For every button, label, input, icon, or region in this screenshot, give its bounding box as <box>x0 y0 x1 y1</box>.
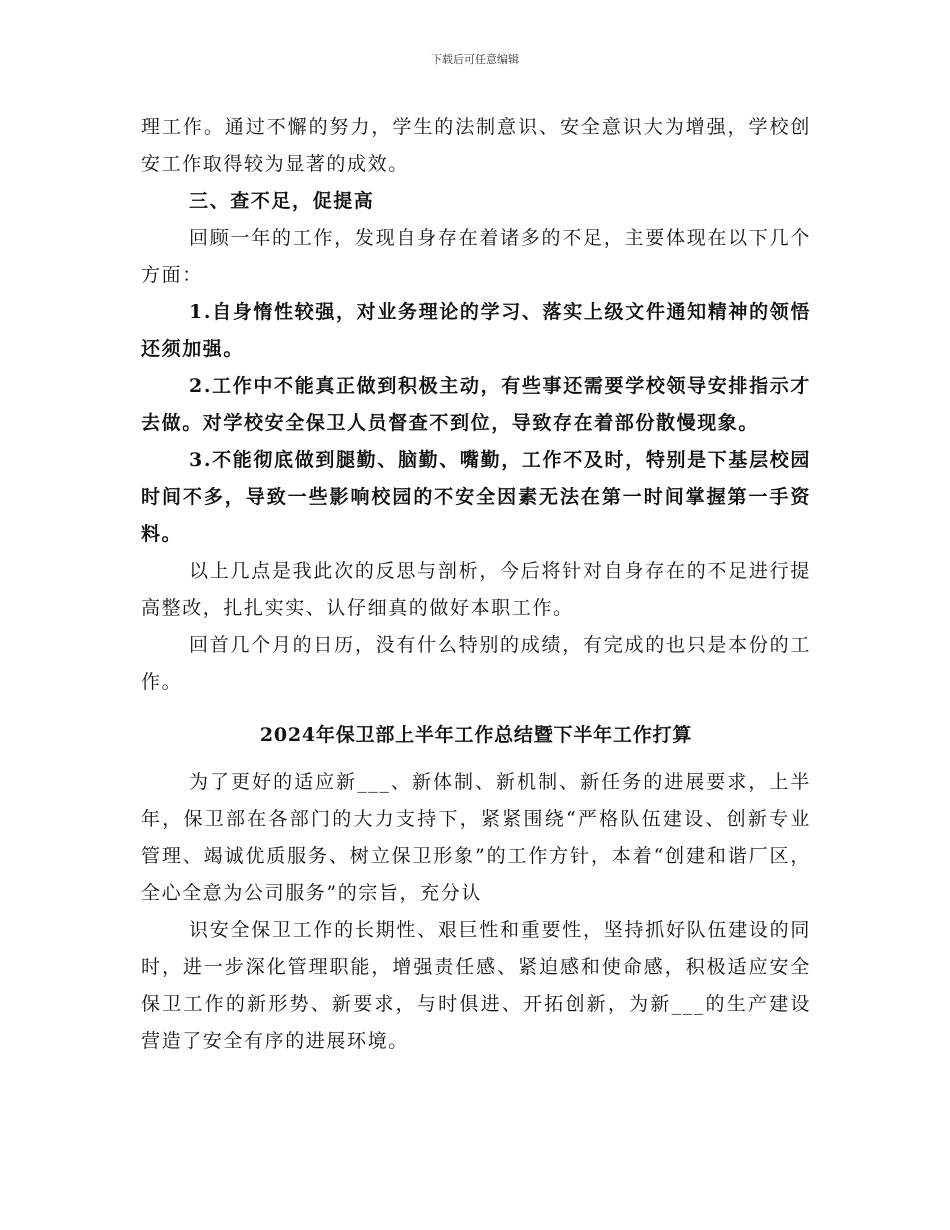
list-item-1: 1.自身惰性较强，对业务理论的学习、落实上级文件通知精神的领悟还须加强。 <box>141 301 811 360</box>
paragraph-opening: 为了更好的适应新___、新体制、新机制、新任务的进展要求，上半年，保卫部在各部门的大力支持下，紧紧围绕“严格队伍建设、创新专业管理、竭诚优质服务、树立保卫形象”的工作方针，本着“创建和谐厂区，全心全意为公司服务”的宗旨，充分认 <box>141 771 811 904</box>
paragraph-continued: 识安全保卫工作的长期性、艰巨性和重要性，坚持抓好队伍建设的同时，进一步深化管理职能，增强责任感、紧迫感和使命感，积极适应安全保卫工作的新形势、新要求，与时俱进、开拓创新，为新___的生产建设营造了安全有序的进展环境。 <box>141 919 811 1052</box>
paragraph-intro: 回顾一年的工作，发现自身存在着诸多的不足，主要体现在以下几个方面： <box>141 227 811 286</box>
page-header: 下载后可任意编辑 <box>431 53 519 66</box>
document-title: 2024年保卫部上半年工作总结暨下半年工作打算 <box>259 724 693 746</box>
list-item-2: 2.工作中不能真正做到积极主动，有些事还需要学校领导安排指示才去做。对学校安全保卫人员督查不到位，导致存在着部份散慢现象。 <box>141 375 811 434</box>
paragraph-closing: 回首几个月的日历，没有什么特别的成绩，有完成的也只是本份的工作。 <box>141 634 811 693</box>
paragraph-reflection: 以上几点是我此次的反思与剖析，今后将针对自身存在的不足进行提高整改，扎扎实实、认仔细真的做好本职工作。 <box>141 560 811 619</box>
paragraph-continuation: 理工作。通过不懈的努力，学生的法制意识、安全意识大为增强，学校创安工作取得较为显著的成效。 <box>141 116 811 175</box>
list-item-3: 3.不能彻底做到腿勤、脑勤、嘴勤，工作不及时，特别是下基层校园时间不多，导致一些影响校园的不安全因素无法在第一时间掌握第一手资料。 <box>141 449 811 545</box>
document-body <box>141 109 811 1060</box>
section-heading: 三、查不足，促提高 <box>189 190 375 212</box>
